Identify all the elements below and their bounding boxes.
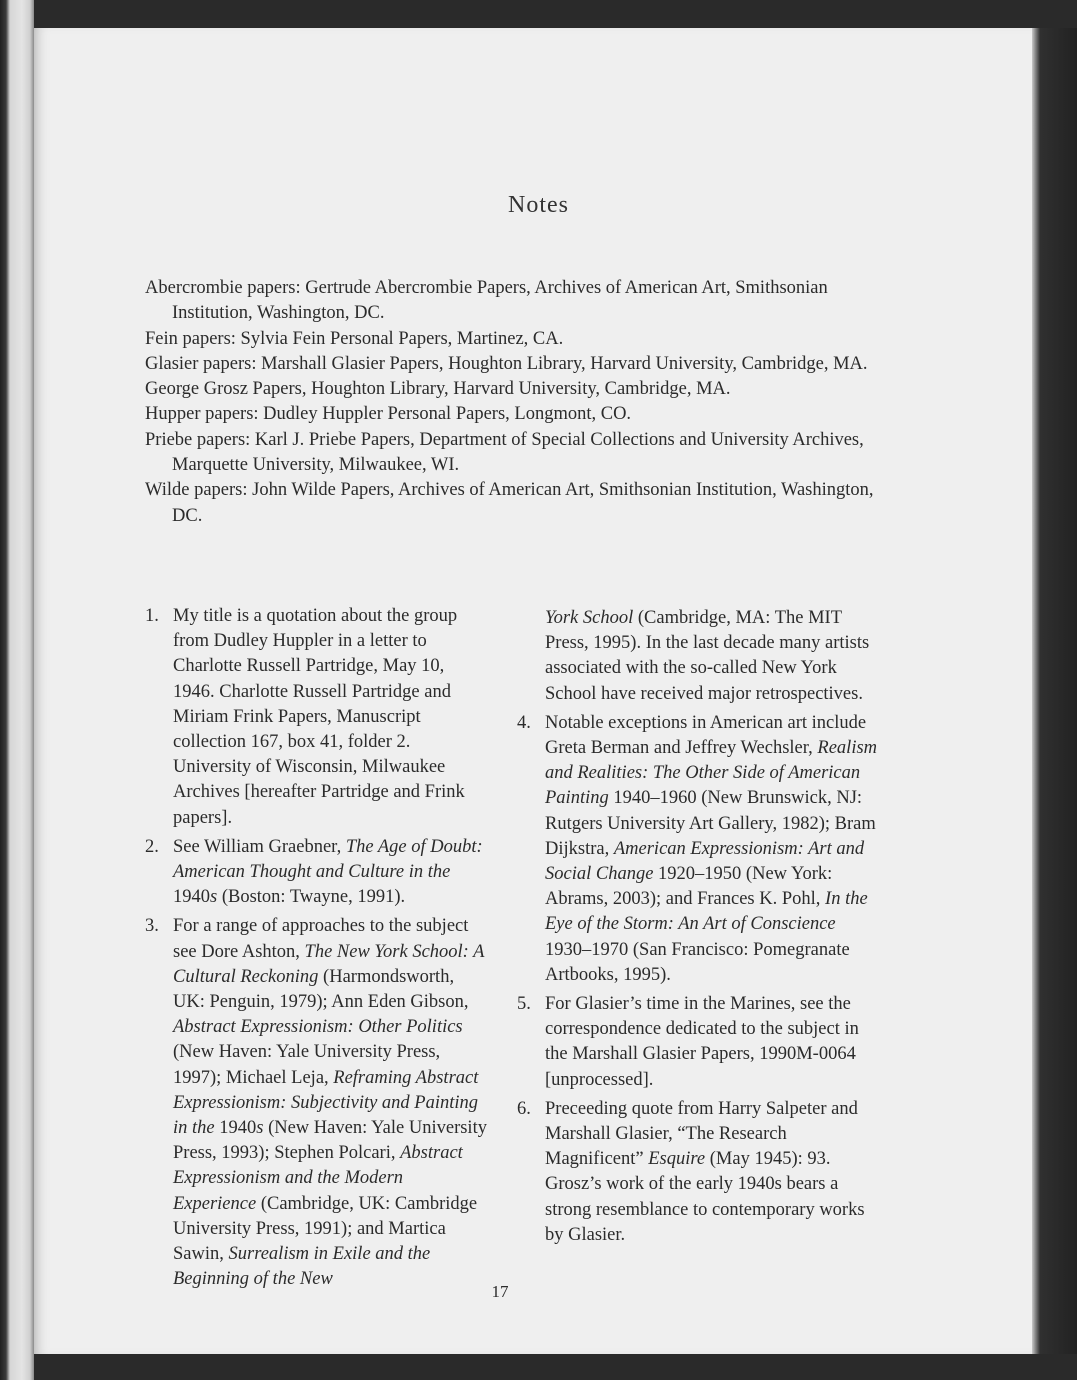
note-text: See William Graebner, <box>173 836 346 857</box>
note-number: 6. <box>517 1098 531 1119</box>
notes-column-right <box>517 606 882 1252</box>
abbreviation-entry: Hupper papers: Dudley Huppler Personal Papers, Longmont, CO. <box>145 404 632 425</box>
note-text: (Cambridge, MA: The MIT Press, 1995). In the last decade many artists associated with the so-called New York School have received major retrospectives. <box>545 608 870 704</box>
note-text: 1940–1960 (New Brunswick, NJ: Rutgers University Art Gallery, 1982); Bram Dijkstra, <box>545 788 876 859</box>
note-text: (New Haven: Yale University Press, 1997); Michael Leja, <box>173 1042 441 1088</box>
note-4 <box>517 711 882 988</box>
page-edge-shadow <box>1032 28 1077 1354</box>
note-5 <box>517 992 882 1093</box>
book-title: Reframing Abstract Expressionism: Subjectivity and Painting in the <box>173 1067 479 1139</box>
note-text: (New Haven: Yale University Press, 1993); Stephen Polcari, <box>173 1118 487 1164</box>
note-text: 1940 <box>214 1118 257 1139</box>
book-title: The New York School: A Cultural Reckoning <box>173 941 485 987</box>
book-title: York School <box>545 608 634 628</box>
note-2 <box>145 835 490 911</box>
book-title: s <box>210 887 218 908</box>
note-3 <box>145 914 490 1292</box>
book-title: The Age of Doubt: American Thought and Culture in the <box>173 836 483 883</box>
note-text: (Boston: Twayne, 1991). <box>217 887 406 908</box>
book-title: American Expressionism: Art and Social Change <box>545 838 865 885</box>
note-text: For Glasier’s time in the Marines, see the correspondence dedicated to the subject in the Marshall Glasier Papers, 1990M-0064 [unprocessed]. <box>545 994 859 1090</box>
book-title: Abstract Expressionism: Other Politics <box>173 1017 463 1038</box>
abbreviation-entry: Wilde papers: John Wilde Papers, Archives of American Art, Smithsonian Institution, Washington, DC. <box>145 480 874 526</box>
note-3-continued <box>517 606 882 707</box>
abbreviation-entry: Glasier papers: Marshall Glasier Papers, Houghton Library, Harvard University, Cambridge, MA. <box>145 353 868 374</box>
abbreviation-entry: Priebe papers: Karl J. Priebe Papers, Department of Special Collections and University Archives, Marquette University, Milwaukee, WI. <box>145 429 864 476</box>
abbreviation-entry: George Grosz Papers, Houghton Library, Harvard University, Cambridge, MA. <box>145 379 731 400</box>
note-number: 3. <box>145 916 159 937</box>
note-number: 5. <box>517 994 531 1015</box>
note-number: 2. <box>145 836 159 857</box>
note-text: (May 1945): 93. Grosz’s work of the early 1940s bears a strong resemblance to contemporary works by Glasier. <box>545 1149 865 1245</box>
note-text: (Cambridge, UK: Cambridge University Press, 1991); and Martica Sawin, <box>173 1193 478 1265</box>
book-title: Realism and Realities: The Other Side of American Painting <box>545 738 878 809</box>
page-title: Notes <box>508 192 569 218</box>
note-text: For a range of approaches to the subject see Dore Ashton, <box>173 916 469 962</box>
abbreviation-entry: Fein papers: Sylvia Fein Personal Papers, Martinez, CA. <box>145 328 564 349</box>
note-text: 1940 <box>173 887 210 908</box>
note-text: Notable exceptions in American art include Greta Berman and Jeffrey Wechsler, <box>545 712 867 759</box>
note-text: My title is a quotation about the group from Dudley Huppler in a letter to Charlotte Russell Partridge, May 10, 1946. Charlotte Russell Partridge and Miriam Frink Papers, Manuscript collection 167, box 41, folder 2. University of Wisconsin, Milwaukee Archives [hereafter Partridge and Frink papers]. <box>173 606 465 828</box>
note-1 <box>145 604 490 831</box>
note-text: (Harmondsworth, UK: Penguin, 1979); Ann Eden Gibson, <box>173 966 469 1013</box>
magazine-title: Esquire <box>648 1149 706 1170</box>
note-text: Preceeding quote from Harry Salpeter and Marshall Glasier, “The Research Magnificent” <box>545 1098 858 1170</box>
note-text: 1930–1970 (San Francisco: Pomegranate Artbooks, 1995). <box>545 939 850 985</box>
page-number: 17 <box>491 1282 509 1301</box>
book-title: s <box>256 1118 264 1139</box>
book-title: Abstract Expressionism and the Modern Experience <box>173 1143 463 1214</box>
note-number: 4. <box>517 712 531 733</box>
abbreviation-entry: Abercrombie papers: Gertrude Abercrombie Papers, Archives of American Art, Smithsonian Institution, Washington, DC. <box>145 278 828 324</box>
note-text: 1920–1950 (New York: Abrams, 2003); and Frances K. Pohl, <box>545 864 833 910</box>
note-number: 1. <box>145 606 159 626</box>
abbreviations-list <box>145 276 905 529</box>
book-title: Surrealism in Exile and the Beginning of the New <box>173 1244 431 1290</box>
book-title: In the Eye of the Storm: An Art of Conscience <box>545 889 868 935</box>
notes-column-left <box>145 604 490 1296</box>
note-6 <box>517 1097 882 1248</box>
